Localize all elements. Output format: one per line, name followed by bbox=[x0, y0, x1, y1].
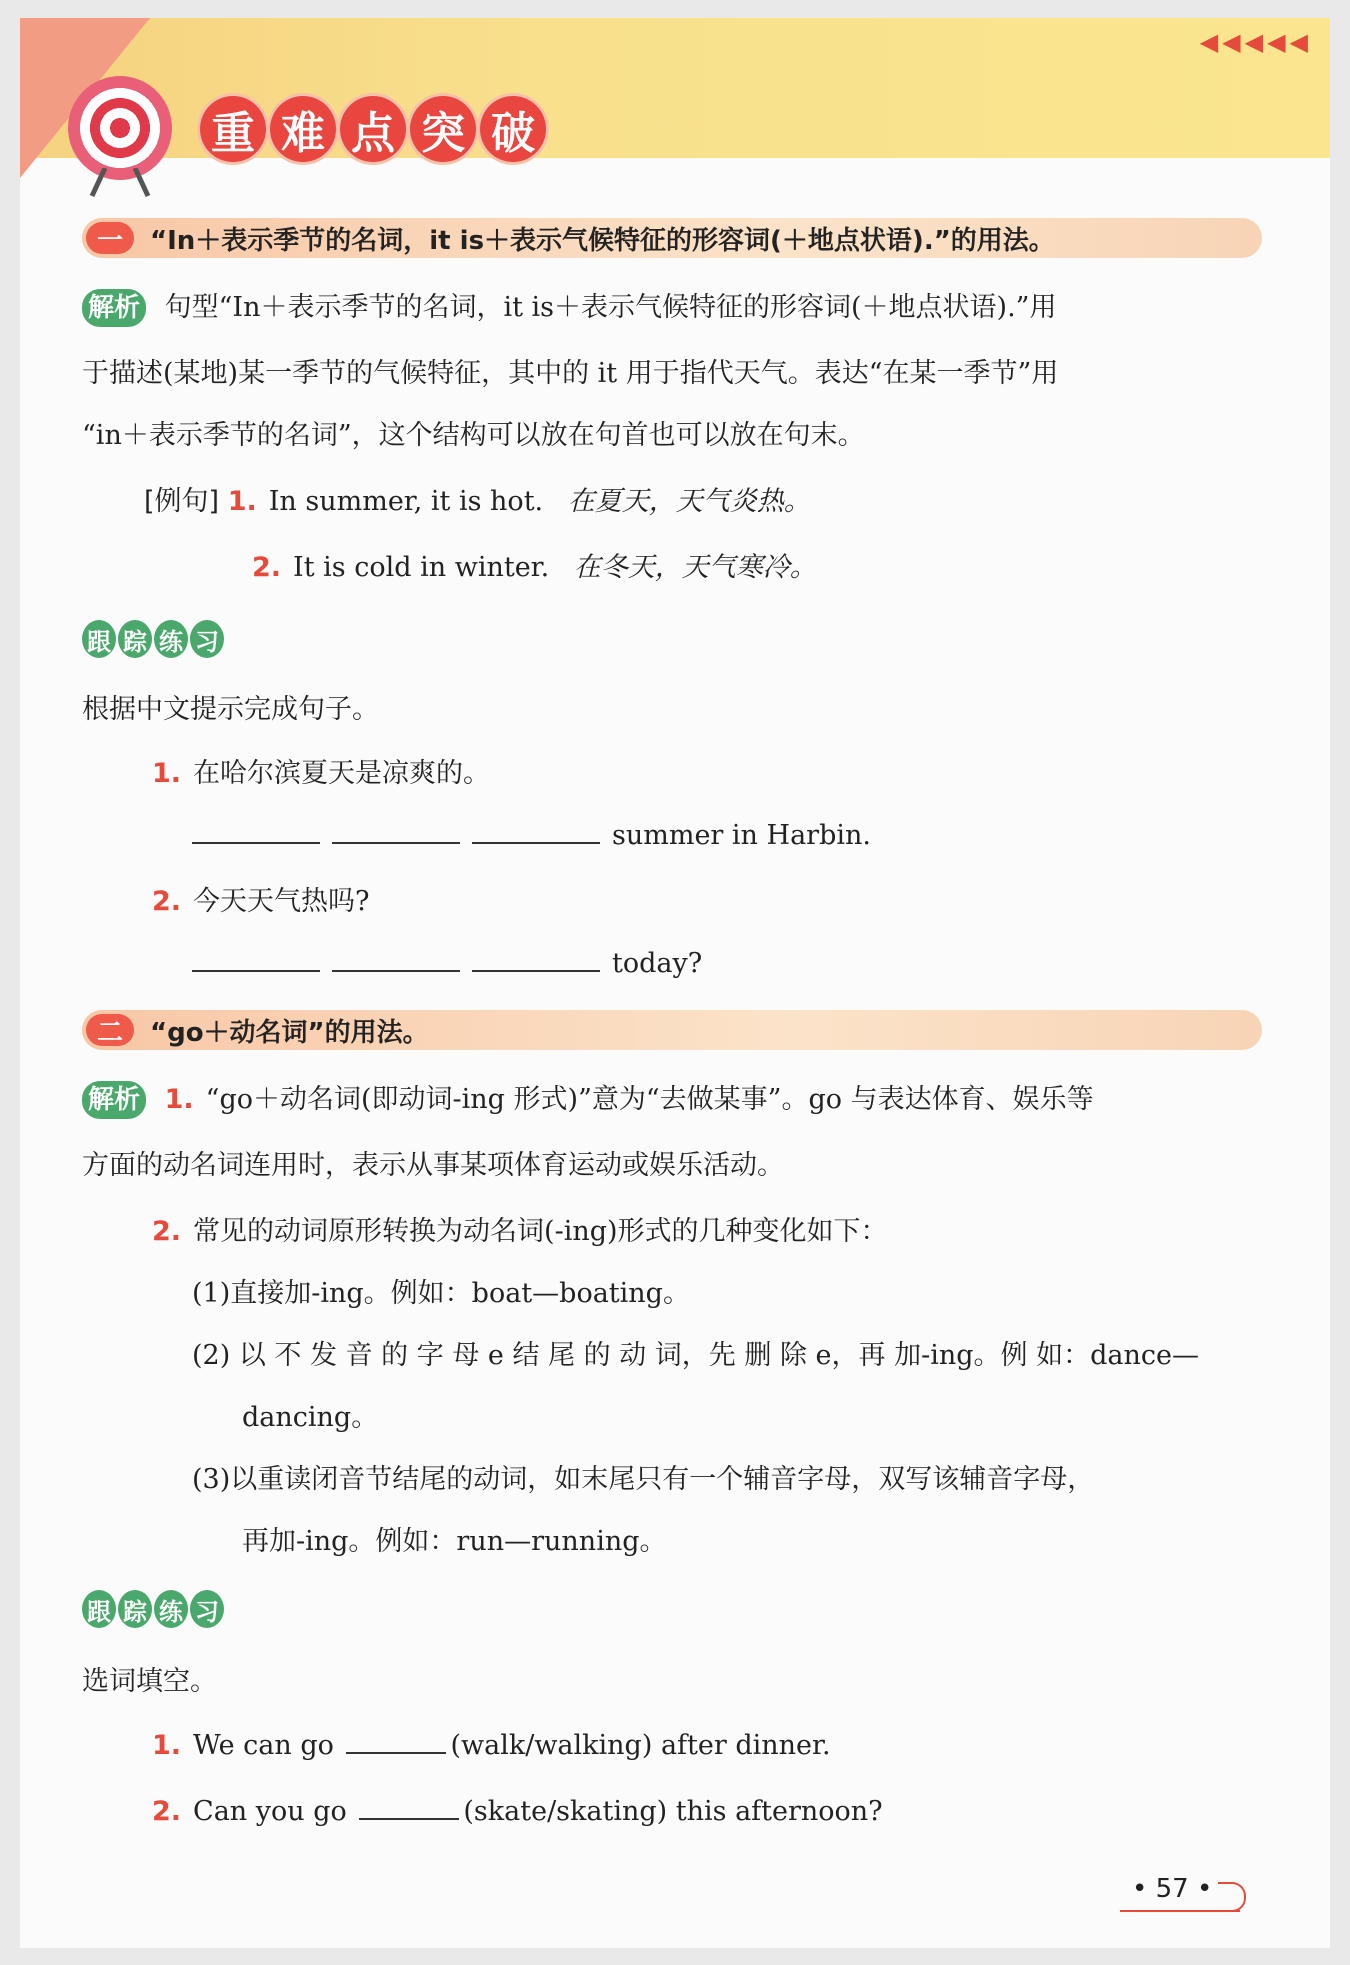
answer-blank[interactable] bbox=[472, 816, 600, 844]
answer-blank[interactable] bbox=[332, 816, 460, 844]
answer-blank[interactable] bbox=[192, 944, 320, 972]
example-en: It is cold in winter. bbox=[293, 552, 550, 583]
rule-line: (1)直接加-ing。例如：boat—boating。 bbox=[192, 1278, 690, 1309]
example-line bbox=[252, 548, 817, 588]
rule-line: (2) 以 不 发 音 的 字 母 e 结 尾 的 动 词，先 删 除 e，再 加-ing。例 如：dance— bbox=[192, 1340, 1199, 1371]
practice-tag: 跟 踪 练 习 bbox=[82, 1590, 224, 1628]
answer-blank[interactable] bbox=[472, 944, 600, 972]
textbook-page bbox=[20, 18, 1330, 1948]
practice-item: 1. 在哈尔滨夏天是凉爽的。 bbox=[152, 758, 491, 789]
analysis-tag: 解析 bbox=[82, 1081, 146, 1119]
example-en: In summer, it is hot. bbox=[268, 486, 544, 517]
target-stand-icon bbox=[80, 168, 160, 198]
arrows-decoration: ◀◀◀◀◀ bbox=[1199, 28, 1312, 56]
answer-blank[interactable] bbox=[346, 1726, 446, 1754]
section2-heading bbox=[82, 1010, 1262, 1050]
title-char: 点 bbox=[340, 96, 406, 162]
answer-blank[interactable] bbox=[192, 816, 320, 844]
example-label: [例句] bbox=[144, 486, 220, 517]
analysis-text: 方面的动名词连用时，表示从事某项体育运动或娱乐活动。 bbox=[82, 1150, 784, 1181]
page-number: • 57 • bbox=[1132, 1874, 1213, 1904]
section1-analysis-line bbox=[82, 288, 1056, 328]
page-curl-icon bbox=[1218, 1882, 1246, 1912]
section1-title: “In＋表示季节的名词，it is＋表示气候特征的形容词(＋地点状语).”的用法。 bbox=[150, 225, 1055, 256]
practice-tag: 跟 踪 练 习 bbox=[82, 620, 224, 658]
section2-title: “go＋动名词”的用法。 bbox=[150, 1017, 429, 1048]
answer-line: summer in Harbin. bbox=[192, 816, 871, 856]
practice-item: 1. We can go (walk/walking) after dinner. bbox=[152, 1726, 831, 1766]
answer-blank[interactable] bbox=[359, 1792, 459, 1820]
title-char: 难 bbox=[270, 96, 336, 162]
section1-heading bbox=[82, 218, 1262, 258]
example-number: 1. bbox=[227, 486, 257, 517]
rule-line: dancing。 bbox=[242, 1402, 379, 1433]
section2-number: 二 bbox=[86, 1014, 134, 1046]
title-char: 重 bbox=[200, 96, 266, 162]
analysis-text: 于描述(某地)某一季节的气候特征，其中的 it 用于指代天气。表达“在某一季节”用 bbox=[82, 358, 1059, 389]
analysis-text: 2. 常见的动词原形转换为动名词(-ing)形式的几种变化如下： bbox=[152, 1216, 888, 1247]
title-char: 突 bbox=[410, 96, 476, 162]
example-number: 2. bbox=[252, 552, 282, 583]
practice-item: 2. Can you go (skate/skating) this afternoon? bbox=[152, 1792, 883, 1832]
rule-line: (3)以重读闭音节结尾的动词，如末尾只有一个辅音字母，双写该辅音字母， bbox=[192, 1464, 1095, 1495]
title-char: 破 bbox=[480, 96, 546, 162]
rule-line: 再加-ing。例如：run—running。 bbox=[242, 1526, 667, 1557]
page-title bbox=[200, 96, 546, 162]
practice-instruction: 选词填空。 bbox=[82, 1666, 217, 1697]
example-zh: 在冬天，天气寒冷。 bbox=[573, 552, 817, 583]
example-line bbox=[144, 482, 811, 522]
section1-number: 一 bbox=[86, 222, 134, 254]
section2-analysis-line: 解析 1. “go＋动名词(即动词-ing 形式)”意为“去做某事”。go 与表达体育、娱乐等 bbox=[82, 1080, 1094, 1120]
answer-blank[interactable] bbox=[332, 944, 460, 972]
analysis-text: “in＋表示季节的名词”，这个结构可以放在句首也可以放在句末。 bbox=[82, 420, 865, 451]
analysis-text: 句型“In＋表示季节的名词，it is＋表示气候特征的形容词(＋地点状语).”用 bbox=[164, 292, 1057, 323]
practice-item: 2. 今天天气热吗? bbox=[152, 886, 370, 917]
target-icon bbox=[68, 76, 172, 180]
practice-instruction: 根据中文提示完成句子。 bbox=[82, 694, 379, 725]
analysis-tag: 解析 bbox=[82, 289, 146, 327]
example-zh: 在夏天，天气炎热。 bbox=[567, 486, 811, 517]
answer-line: today? bbox=[192, 944, 702, 984]
